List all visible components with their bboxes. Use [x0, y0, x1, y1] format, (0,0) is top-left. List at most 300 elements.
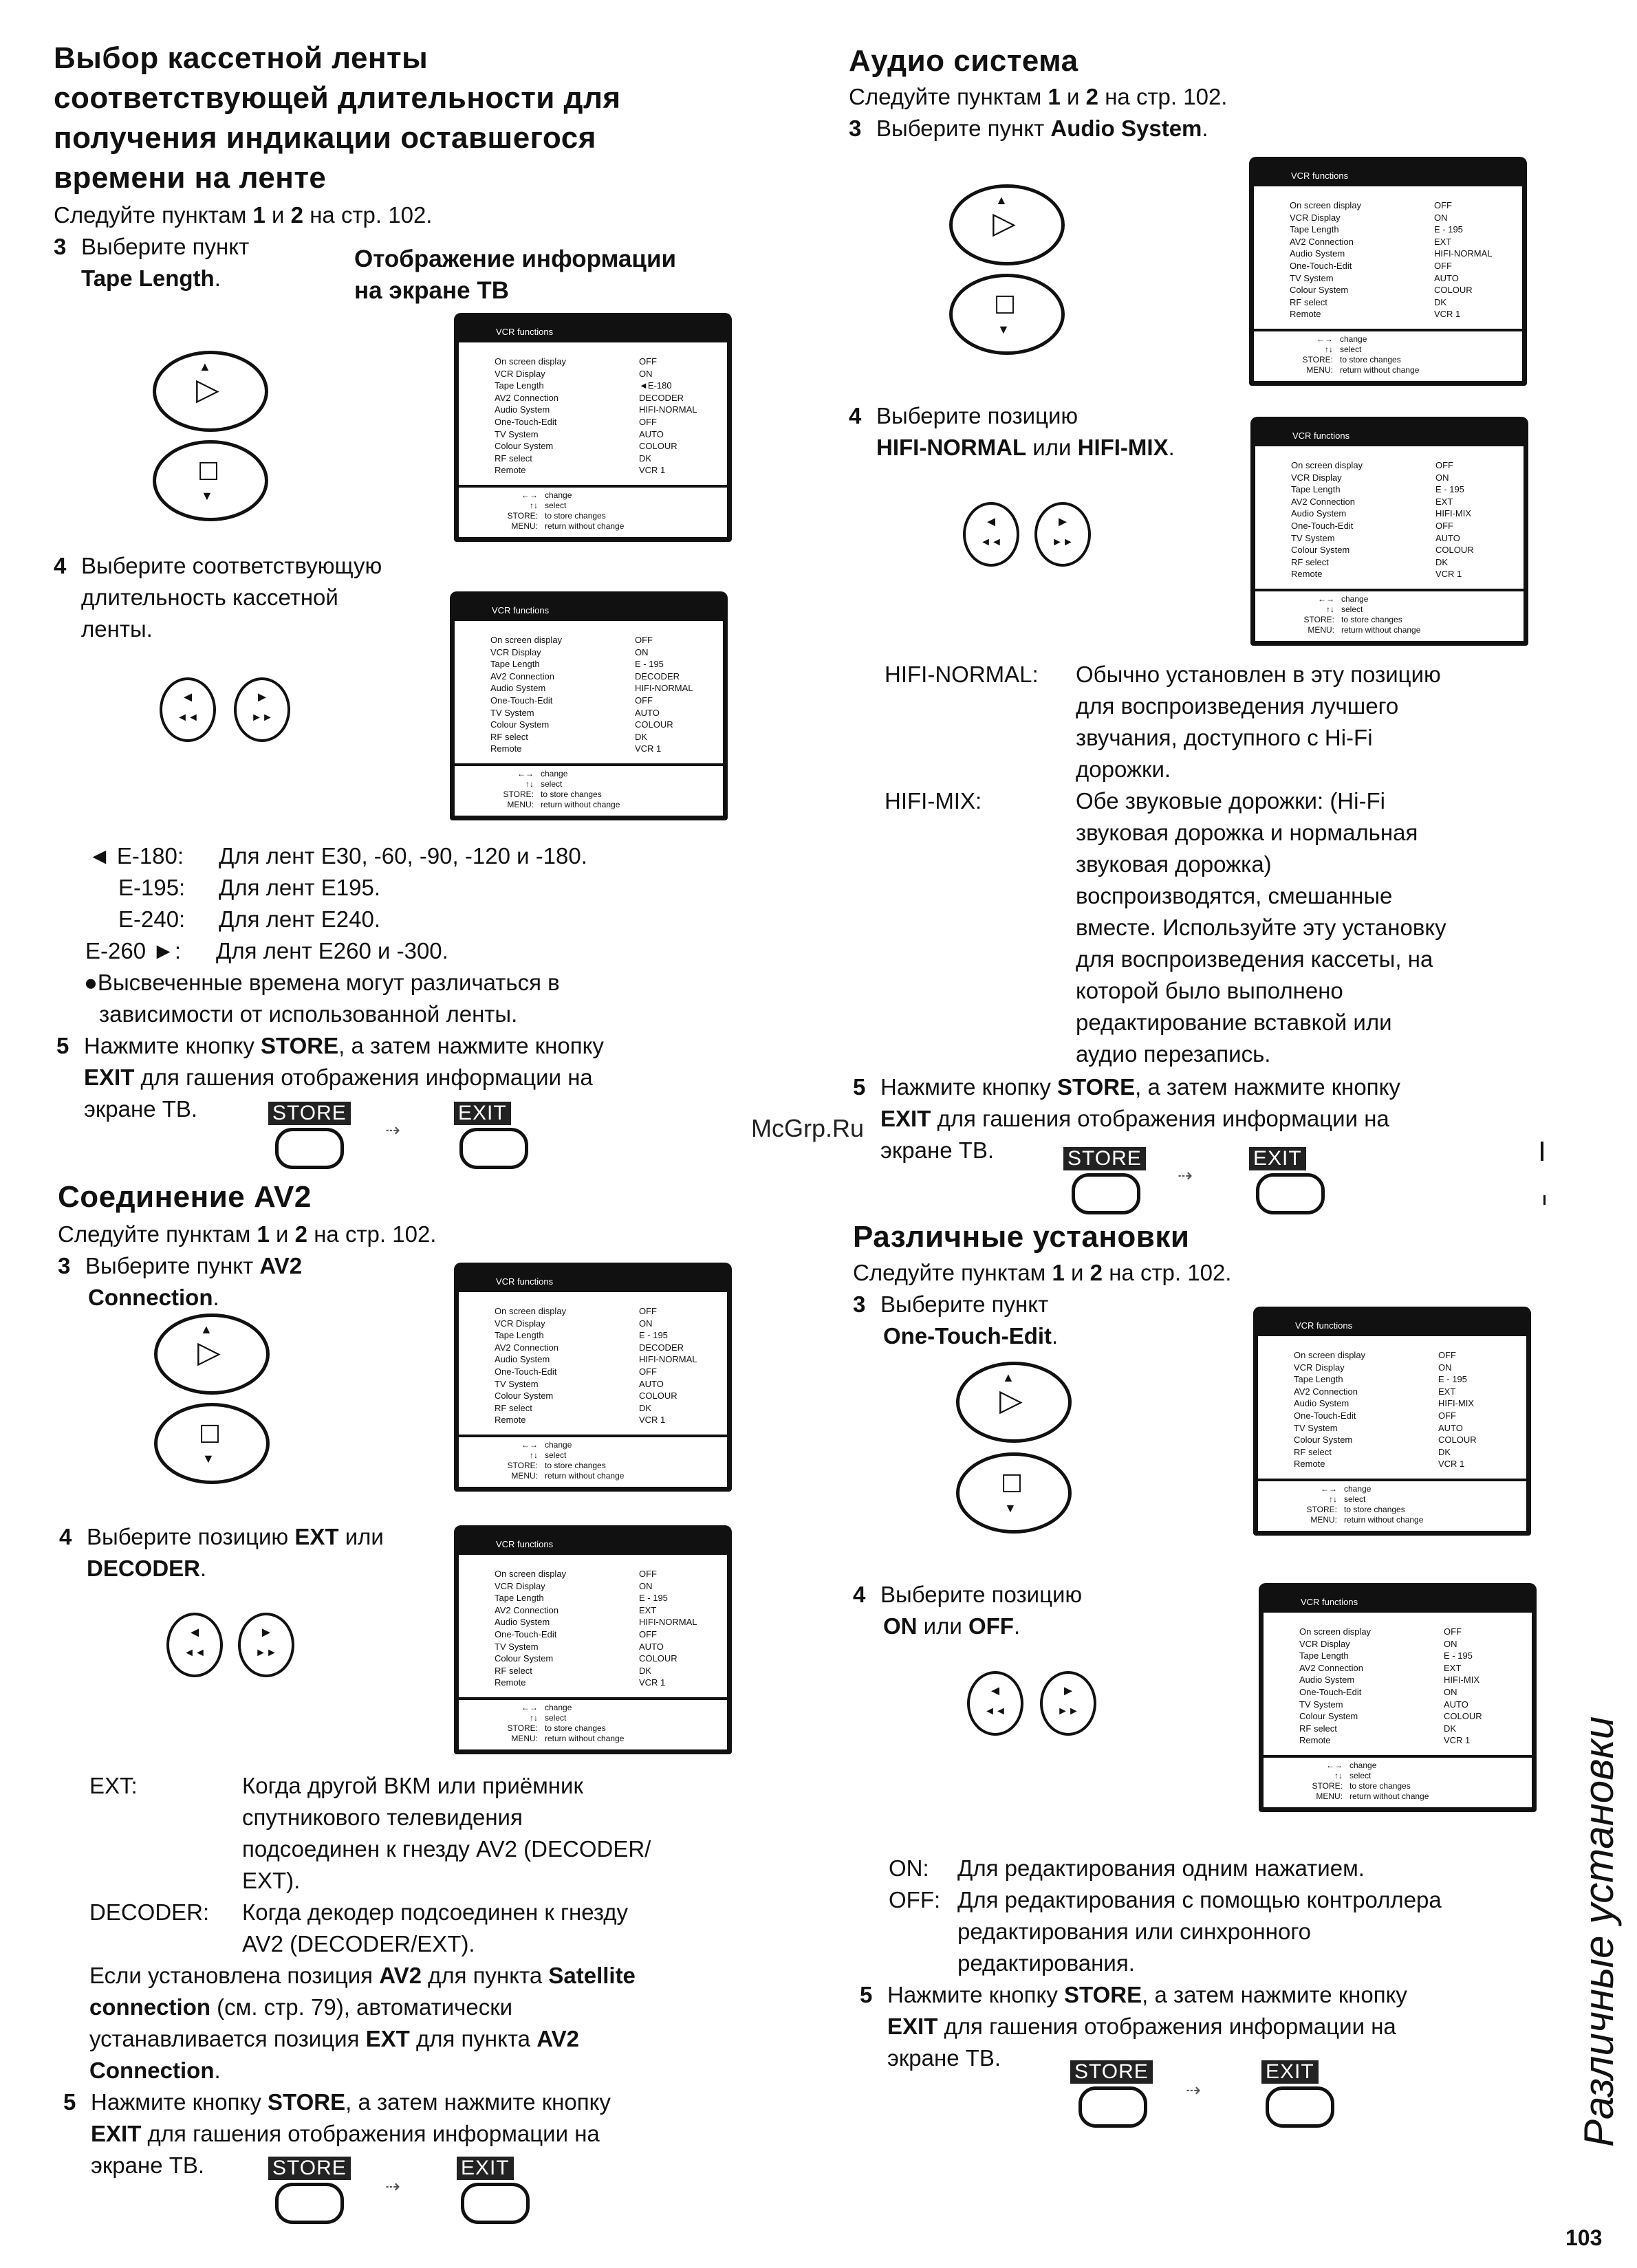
store-button[interactable]	[275, 2183, 344, 2224]
menu-row-value: ON	[1444, 1686, 1457, 1697]
menu-footer-text: to store changes	[1344, 1504, 1405, 1514]
menu-row-label: One-Touch-Edit	[495, 1628, 557, 1639]
menu-row-value: COLOUR	[635, 719, 673, 730]
menu-row	[1299, 1662, 1519, 1675]
menu-row-label: Audio System	[495, 1354, 550, 1365]
menu-row	[495, 1653, 715, 1665]
menu-footer-text: change	[545, 1702, 572, 1712]
tv-menu-tape-length	[454, 313, 732, 542]
menu-row	[1290, 248, 1510, 260]
menu-row	[1291, 508, 1511, 520]
menu-footer-text: select	[541, 778, 563, 789]
menu-title: VCR functions	[458, 1529, 728, 1555]
menu-footer-key: STORE:	[1306, 1504, 1337, 1514]
step-3-one-touch-edit: 3 Выберите пункт One-Touch-Edit.	[853, 1291, 1059, 1349]
menu-footer-text: change	[1340, 334, 1367, 344]
menu-row-value: OFF	[639, 416, 657, 427]
menu-footer-row	[486, 511, 727, 521]
menu-footer-row	[486, 1703, 727, 1713]
menu-title: VCR functions	[1257, 1311, 1527, 1336]
menu-row	[1294, 1397, 1514, 1410]
play-up-button[interactable]: ▲ ▷	[153, 351, 268, 432]
stop-down-button[interactable]: ☐ ▼	[153, 440, 268, 521]
menu-footer-row	[1291, 1791, 1532, 1802]
menu-row-value: EXT	[639, 1604, 657, 1615]
menu-row-label: Audio System	[1291, 508, 1347, 519]
menu-row	[1299, 1710, 1519, 1723]
menu-row-value: COLOUR	[639, 1653, 677, 1664]
menu-footer-key: STORE:	[507, 1460, 538, 1470]
menu-row	[490, 695, 711, 707]
menu-row-label: On screen display	[495, 356, 567, 367]
menu-row	[1291, 472, 1511, 484]
menu-row	[495, 1568, 715, 1580]
menu-row	[490, 682, 711, 695]
menu-footer-row	[1286, 1484, 1526, 1494]
rewind-left-button[interactable]: ◄ ◄◄	[967, 1671, 1023, 1736]
menu-row	[1299, 1699, 1519, 1711]
section-title-audio-system: Аудио система	[849, 44, 1078, 78]
ext-definition: EXT: Когда другой ВКМ или приёмник спутникового телевидения подсоединен к гнезду AV2 (DECODER/ EXT).	[89, 1773, 651, 1893]
menu-row-value: AUTO	[639, 1378, 664, 1389]
menu-footer-text: select	[1344, 1494, 1366, 1504]
menu-row-value: OFF	[635, 695, 653, 706]
menu-footer-key: ←→	[1318, 593, 1334, 604]
step-4-ext-decoder: 4 Выберите позицию EXT или DECODER.	[59, 1524, 384, 1581]
menu-row-value: OFF	[639, 1366, 657, 1377]
menu-row-label: Tape Length	[495, 1330, 544, 1341]
rewind-left-button[interactable]: ◄ ◄◄	[166, 1613, 223, 1677]
menu-row	[495, 392, 715, 404]
menu-row-value: OFF	[1434, 200, 1452, 210]
menu-row-label: Remote	[1294, 1459, 1325, 1470]
menu-footer-row	[486, 1734, 727, 1744]
menu-row-label: On screen display	[1299, 1626, 1372, 1637]
menu-row-value: DECODER	[639, 1342, 684, 1353]
stop-down-button[interactable]: ☐ ▼	[154, 1403, 270, 1484]
menu-row	[495, 1604, 715, 1617]
menu-row-label: One-Touch-Edit	[1291, 520, 1354, 531]
store-button[interactable]	[1078, 2086, 1147, 2128]
menu-footer-key: MENU:	[1310, 1514, 1337, 1525]
menu-row	[1291, 556, 1511, 569]
menu-row-label: AV2 Connection	[495, 1604, 559, 1615]
menu-row	[495, 1366, 715, 1378]
menu-row-label: TV System	[495, 1378, 539, 1389]
menu-footer-row	[1291, 1760, 1532, 1771]
rewind-left-button[interactable]: ◄ ◄◄	[963, 502, 1019, 567]
menu-footer-text: to store changes	[1349, 1780, 1411, 1791]
menu-row-label: Tape Length	[1291, 484, 1341, 495]
arrow-icon: ⇢	[1178, 1165, 1193, 1186]
menu-row-value: DK	[1438, 1446, 1451, 1457]
step-5-store-exit: 5 Нажмите кнопку STORE, а затем нажмите кнопку EXIT для гашения отображения информации на экране ТВ.	[860, 1982, 1407, 2071]
menu-row-value: ON	[1444, 1638, 1457, 1649]
menu-row-label: On screen display	[495, 1306, 567, 1316]
tv-menu-av2	[454, 1263, 732, 1492]
menu-row-value: HIFI-NORMAL	[639, 1354, 697, 1365]
menu-row-value: ON	[639, 1318, 653, 1329]
menu-footer-text: to store changes	[1340, 354, 1401, 364]
play-up-button[interactable]: ▲ ▷	[956, 1362, 1072, 1443]
menu-row	[1291, 532, 1511, 545]
menu-footer-row	[1286, 1515, 1526, 1525]
menu-row-label: TV System	[495, 1641, 539, 1652]
menu-row-value: VCR 1	[635, 743, 662, 754]
menu-row	[490, 743, 711, 755]
on-definition: ON: Для редактирования одним нажатием.	[889, 1855, 1365, 1881]
menu-row	[490, 731, 711, 743]
menu-row-value: E - 195	[1435, 484, 1464, 495]
menu-row	[495, 416, 715, 428]
menu-row	[1299, 1674, 1519, 1686]
menu-footer-text: to store changes	[545, 510, 606, 521]
menu-footer-text: change	[1344, 1483, 1372, 1494]
menu-row	[1290, 272, 1510, 285]
menu-row-value: HIFI-NORMAL	[1434, 248, 1493, 259]
watermark: McGrp.Ru	[751, 1114, 865, 1142]
store-label: STORE	[268, 2157, 351, 2180]
margin-mark	[1541, 1142, 1543, 1161]
menu-row-label: RF select	[495, 452, 532, 464]
menu-row-value: COLOUR	[639, 1391, 677, 1402]
forward-right-button[interactable]: ► ►►	[1040, 1671, 1096, 1736]
menu-row-value: VCR 1	[1444, 1735, 1471, 1746]
menu-footer-text: select	[545, 1450, 567, 1460]
menu-footer-key: STORE:	[503, 789, 534, 799]
menu-row-label: Colour System	[495, 1653, 554, 1664]
decoder-definition: DECODER: Когда декодер подсоединен к гнезду AV2 (DECODER/EXT).	[89, 1899, 628, 1956]
menu-title: VCR functions	[1263, 1587, 1532, 1613]
menu-row-label: VCR Display	[1291, 472, 1342, 483]
menu-row	[1291, 496, 1511, 508]
menu-row-value: ON	[1434, 212, 1448, 223]
menu-footer-text: change	[545, 1439, 572, 1450]
menu-row-value: E - 195	[1444, 1650, 1473, 1661]
menu-row-value: VCR 1	[639, 1415, 666, 1426]
tv-menu-on	[1259, 1583, 1537, 1812]
menu-footer-row	[486, 1461, 727, 1471]
menu-footer-text: return without change	[1344, 1514, 1424, 1525]
menu-row-value: E - 195	[1434, 224, 1463, 235]
menu-footer-text: to store changes	[545, 1460, 606, 1470]
menu-row-label: RF select	[490, 731, 528, 742]
menu-row	[1299, 1686, 1519, 1699]
exit-button[interactable]	[459, 1128, 528, 1169]
menu-row-label: AV2 Connection	[490, 670, 554, 682]
menu-footer-row	[1291, 1771, 1532, 1781]
menu-row-label: Remote	[1299, 1735, 1331, 1746]
tv-menu-one-touch-edit	[1253, 1307, 1531, 1536]
menu-footer-row	[486, 521, 727, 532]
exit-label: EXIT	[454, 1102, 511, 1125]
menu-row	[495, 1318, 715, 1330]
menu-row-label: One-Touch-Edit	[1290, 260, 1352, 271]
menu-row-label: RF select	[1291, 556, 1329, 567]
exit-label: EXIT	[1261, 2060, 1319, 2084]
exit-button[interactable]	[1256, 1173, 1325, 1214]
menu-footer-text: select	[1340, 344, 1362, 354]
menu-row-label: TV System	[490, 707, 534, 718]
menu-footer-key: MENU:	[507, 799, 534, 809]
menu-row	[1290, 284, 1510, 296]
menu-row	[495, 1580, 715, 1593]
menu-row-label: Audio System	[1290, 248, 1345, 259]
menu-row-value: AUTO	[635, 707, 660, 718]
menu-row-value: DK	[1444, 1723, 1457, 1734]
menu-footer-key: MENU:	[1308, 624, 1334, 635]
menu-footer-text: return without change	[545, 1470, 625, 1481]
menu-footer-key: ↑↓	[1329, 1494, 1337, 1504]
exit-button[interactable]	[1266, 2086, 1334, 2128]
menu-footer-text: return without change	[545, 1733, 625, 1743]
menu-row	[1291, 483, 1511, 496]
menu-footer-key: MENU:	[1316, 1791, 1343, 1801]
menu-row-label: Colour System	[495, 441, 554, 452]
store-label: STORE	[1070, 2060, 1153, 2084]
tape-length-note: ●Высвеченные времена могут различаться в зависимости от использованной ленты.	[84, 970, 560, 1027]
store-button[interactable]	[1072, 1173, 1140, 1214]
menu-row-label: RF select	[1294, 1446, 1332, 1457]
menu-row	[495, 428, 715, 441]
store-button[interactable]	[275, 1128, 344, 1169]
forward-right-button[interactable]: ► ►►	[1034, 502, 1091, 567]
menu-row	[495, 1329, 715, 1342]
menu-row-label: TV System	[1291, 532, 1335, 543]
menu-row-value: HIFI-NORMAL	[635, 683, 693, 694]
menu-footer-row	[486, 1440, 727, 1450]
menu-footer-text: change	[541, 768, 568, 778]
menu-row	[495, 452, 715, 465]
menu-footer-key: ↑↓	[1334, 1770, 1343, 1780]
menu-footer-text: select	[545, 500, 567, 510]
exit-button[interactable]	[461, 2183, 530, 2224]
play-up-button[interactable]: ▲ ▷	[154, 1313, 270, 1395]
menu-footer-key: STORE:	[1312, 1780, 1343, 1791]
menu-row-value: AUTO	[639, 1641, 664, 1652]
menu-row	[490, 634, 711, 646]
menu-row-label: RF select	[495, 1402, 532, 1413]
menu-title: VCR functions	[454, 596, 724, 621]
menu-row-label: One-Touch-Edit	[490, 695, 553, 706]
menu-row	[495, 1353, 715, 1366]
menu-row-label: Audio System	[490, 683, 546, 694]
menu-row-label: VCR Display	[1290, 212, 1341, 223]
menu-row-label: Colour System	[1290, 285, 1349, 296]
menu-row	[495, 464, 715, 477]
tv-menu-av2-ext	[454, 1525, 732, 1754]
menu-row-value: DK	[1434, 296, 1447, 307]
menu-row-value: OFF	[1438, 1410, 1456, 1421]
tv-menu-hifi-mix	[1250, 417, 1528, 646]
menu-row	[1294, 1422, 1514, 1435]
hifi-normal-definition: HIFI-NORMAL: Обычно установлен в эту позицию для воспроизведения лучшего звучания, доступного с Hi-Fi дорожки.	[885, 662, 1441, 782]
tv-menu-audio-system	[1249, 157, 1527, 386]
menu-row	[490, 646, 711, 659]
menu-row-value: AUTO	[1438, 1422, 1463, 1433]
menu-row	[490, 670, 711, 683]
menu-title: VCR functions	[1253, 161, 1523, 186]
menu-row	[1294, 1349, 1514, 1362]
menu-row-value: OFF	[1444, 1626, 1462, 1637]
menu-row	[1299, 1650, 1519, 1662]
menu-footer-row	[1286, 1505, 1526, 1515]
menu-footer-row	[1281, 355, 1522, 365]
step-4-on-off: 4 Выберите позицию ON или OFF.	[853, 1582, 1083, 1639]
menu-row-label: Audio System	[495, 404, 550, 415]
menu-footer-text: select	[1349, 1770, 1372, 1780]
menu-row-label: Tape Length	[1294, 1374, 1343, 1385]
rewind-left-button[interactable]: ◄ ◄◄	[160, 677, 216, 742]
menu-row-value: OFF	[1434, 260, 1452, 271]
stop-down-button[interactable]: ☐ ▼	[956, 1452, 1072, 1534]
menu-row-label: Colour System	[1291, 545, 1350, 556]
menu-row-value: E - 195	[639, 1593, 668, 1604]
menu-row	[1299, 1723, 1519, 1735]
menu-row	[1291, 544, 1511, 556]
forward-right-button[interactable]: ► ►►	[238, 1613, 294, 1677]
menu-row	[495, 1378, 715, 1391]
menu-footer-row	[486, 490, 727, 501]
menu-row-label: Colour System	[490, 719, 550, 730]
menu-row-value: AUTO	[1434, 272, 1459, 283]
play-up-button[interactable]: ▲ ▷	[949, 184, 1065, 265]
store-label: STORE	[1063, 1147, 1146, 1170]
menu-row-value: VCR 1	[1435, 569, 1462, 580]
menu-row-value: E - 195	[635, 659, 664, 670]
menu-footer-row	[486, 1713, 727, 1723]
menu-row	[1290, 236, 1510, 248]
menu-footer-row	[482, 769, 723, 779]
menu-row-value: VCR 1	[639, 1677, 666, 1688]
menu-footer-row	[486, 1471, 727, 1481]
step-5-store-exit: 5 Нажмите кнопку STORE, а затем нажмите кнопку EXIT для гашения отображения информации на экране ТВ.	[56, 1033, 604, 1122]
menu-row-value: ON	[635, 646, 649, 657]
menu-footer-key: ←→	[521, 1702, 538, 1712]
menu-row-label: Remote	[495, 1677, 526, 1688]
menu-footer-text: to store changes	[541, 789, 602, 799]
section-title-av2: Соединение AV2	[58, 1180, 312, 1214]
menu-row-value: COLOUR	[1435, 545, 1474, 556]
menu-row-value: OFF	[639, 1628, 657, 1639]
menu-row	[495, 1592, 715, 1604]
menu-row	[1290, 260, 1510, 272]
menu-footer-row	[1283, 604, 1524, 615]
menu-footer-text: to store changes	[545, 1723, 606, 1733]
menu-footer-key: MENU:	[1306, 364, 1333, 375]
menu-row-label: Audio System	[1294, 1398, 1349, 1409]
menu-row	[495, 440, 715, 452]
menu-row	[1294, 1362, 1514, 1374]
stop-down-button[interactable]: ☐ ▼	[949, 274, 1065, 355]
menu-row-label: AV2 Connection	[1299, 1662, 1363, 1673]
step-4-hifi: 4 Выберите позицию HIFI-NORMAL или HIFI-MIX.	[849, 403, 1175, 460]
step-4-select-length: 4 Выберите соответствующую длительность кассетной ленты.	[54, 553, 382, 642]
menu-row-label: Remote	[495, 1415, 526, 1426]
menu-row	[495, 356, 715, 368]
menu-row-label: On screen display	[490, 635, 563, 645]
menu-row-value: ON	[639, 1580, 653, 1591]
menu-title: VCR functions	[458, 1267, 728, 1292]
menu-row-value: DECODER	[635, 670, 680, 682]
menu-row	[495, 1402, 715, 1415]
menu-row-label: RF select	[495, 1665, 532, 1676]
menu-footer-key: ←→	[1316, 334, 1333, 344]
menu-row-label: TV System	[495, 428, 539, 439]
menu-row	[1290, 223, 1510, 236]
menu-footer-key: MENU:	[511, 1470, 538, 1481]
menu-row-label: TV System	[1299, 1699, 1343, 1710]
menu-row	[1291, 520, 1511, 532]
menu-row	[1294, 1458, 1514, 1470]
menu-row-label: One-Touch-Edit	[495, 416, 557, 427]
menu-row-value: OFF	[1435, 520, 1453, 531]
menu-footer-row	[1281, 345, 1522, 355]
menu-footer-text: return without change	[545, 521, 625, 531]
menu-row	[495, 368, 715, 380]
menu-row	[495, 1641, 715, 1653]
menu-footer-text: return without change	[1340, 364, 1420, 375]
menu-row-label: VCR Display	[490, 646, 541, 657]
menu-row	[495, 404, 715, 416]
forward-right-button[interactable]: ► ►►	[234, 677, 290, 742]
menu-row-value: AUTO	[1444, 1699, 1468, 1710]
arrow-icon: ⇢	[385, 2176, 400, 2196]
menu-row-value: DK	[635, 731, 648, 742]
menu-row-value: OFF	[639, 1306, 657, 1316]
menu-row	[1294, 1434, 1514, 1446]
menu-row-value: VCR 1	[1438, 1459, 1465, 1470]
menu-row-value: HIFI-MIX	[1444, 1675, 1479, 1686]
menu-row-label: Tape Length	[1290, 224, 1339, 235]
menu-row-label: Tape Length	[495, 1593, 544, 1604]
menu-row-label: On screen display	[1291, 460, 1363, 470]
side-tab-title: Различные установки	[1576, 1716, 1622, 2147]
satellite-note: Если установлена позиция AV2 для пункта Satellite connection (см. стр. 79), автоматически устанавливается позиция EXT для пункта AV2 Connection.	[89, 1963, 636, 2083]
menu-footer-key: STORE:	[507, 510, 538, 521]
menu-row-label: One-Touch-Edit	[1294, 1410, 1356, 1421]
follow-steps-text: Следуйте пунктам 1 и 2 на стр. 102.	[849, 84, 1228, 109]
menu-footer-key: ↑↓	[530, 1450, 538, 1460]
exit-label: EXIT	[1249, 1147, 1306, 1170]
follow-steps-text: Следуйте пунктам 1 и 2 на стр. 102.	[853, 1260, 1232, 1285]
menu-row-value: EXT	[1444, 1662, 1462, 1673]
menu-footer-key: ↑↓	[1325, 344, 1333, 354]
menu-footer-row	[1286, 1494, 1526, 1505]
menu-row-label: RF select	[1290, 296, 1327, 307]
menu-footer-row	[1283, 594, 1524, 604]
menu-row	[495, 380, 715, 392]
menu-row-label: AV2 Connection	[495, 1342, 559, 1353]
menu-footer-key: MENU:	[511, 1733, 538, 1743]
menu-row-label: Tape Length	[490, 659, 540, 670]
menu-footer-key: STORE:	[1303, 614, 1334, 624]
menu-row-value: HIFI-NORMAL	[639, 1617, 697, 1628]
store-label: STORE	[268, 1102, 351, 1125]
menu-footer-text: return without change	[1349, 1791, 1429, 1801]
menu-row	[495, 1628, 715, 1641]
tv-menu-tape-length-e195	[450, 591, 728, 820]
menu-row-value: OFF	[635, 635, 653, 645]
step-5-store-exit: 5 Нажмите кнопку STORE, а затем нажмите кнопку EXIT для гашения отображения информации на экране ТВ.	[63, 2089, 611, 2178]
menu-footer-key: ↑↓	[530, 500, 538, 510]
menu-row-label: Remote	[1290, 309, 1321, 320]
menu-row	[1299, 1626, 1519, 1638]
menu-row-value: EXT	[1434, 236, 1452, 247]
menu-row	[495, 1665, 715, 1677]
menu-row-value: OFF	[639, 356, 657, 367]
menu-row-value: COLOUR	[1438, 1435, 1477, 1446]
